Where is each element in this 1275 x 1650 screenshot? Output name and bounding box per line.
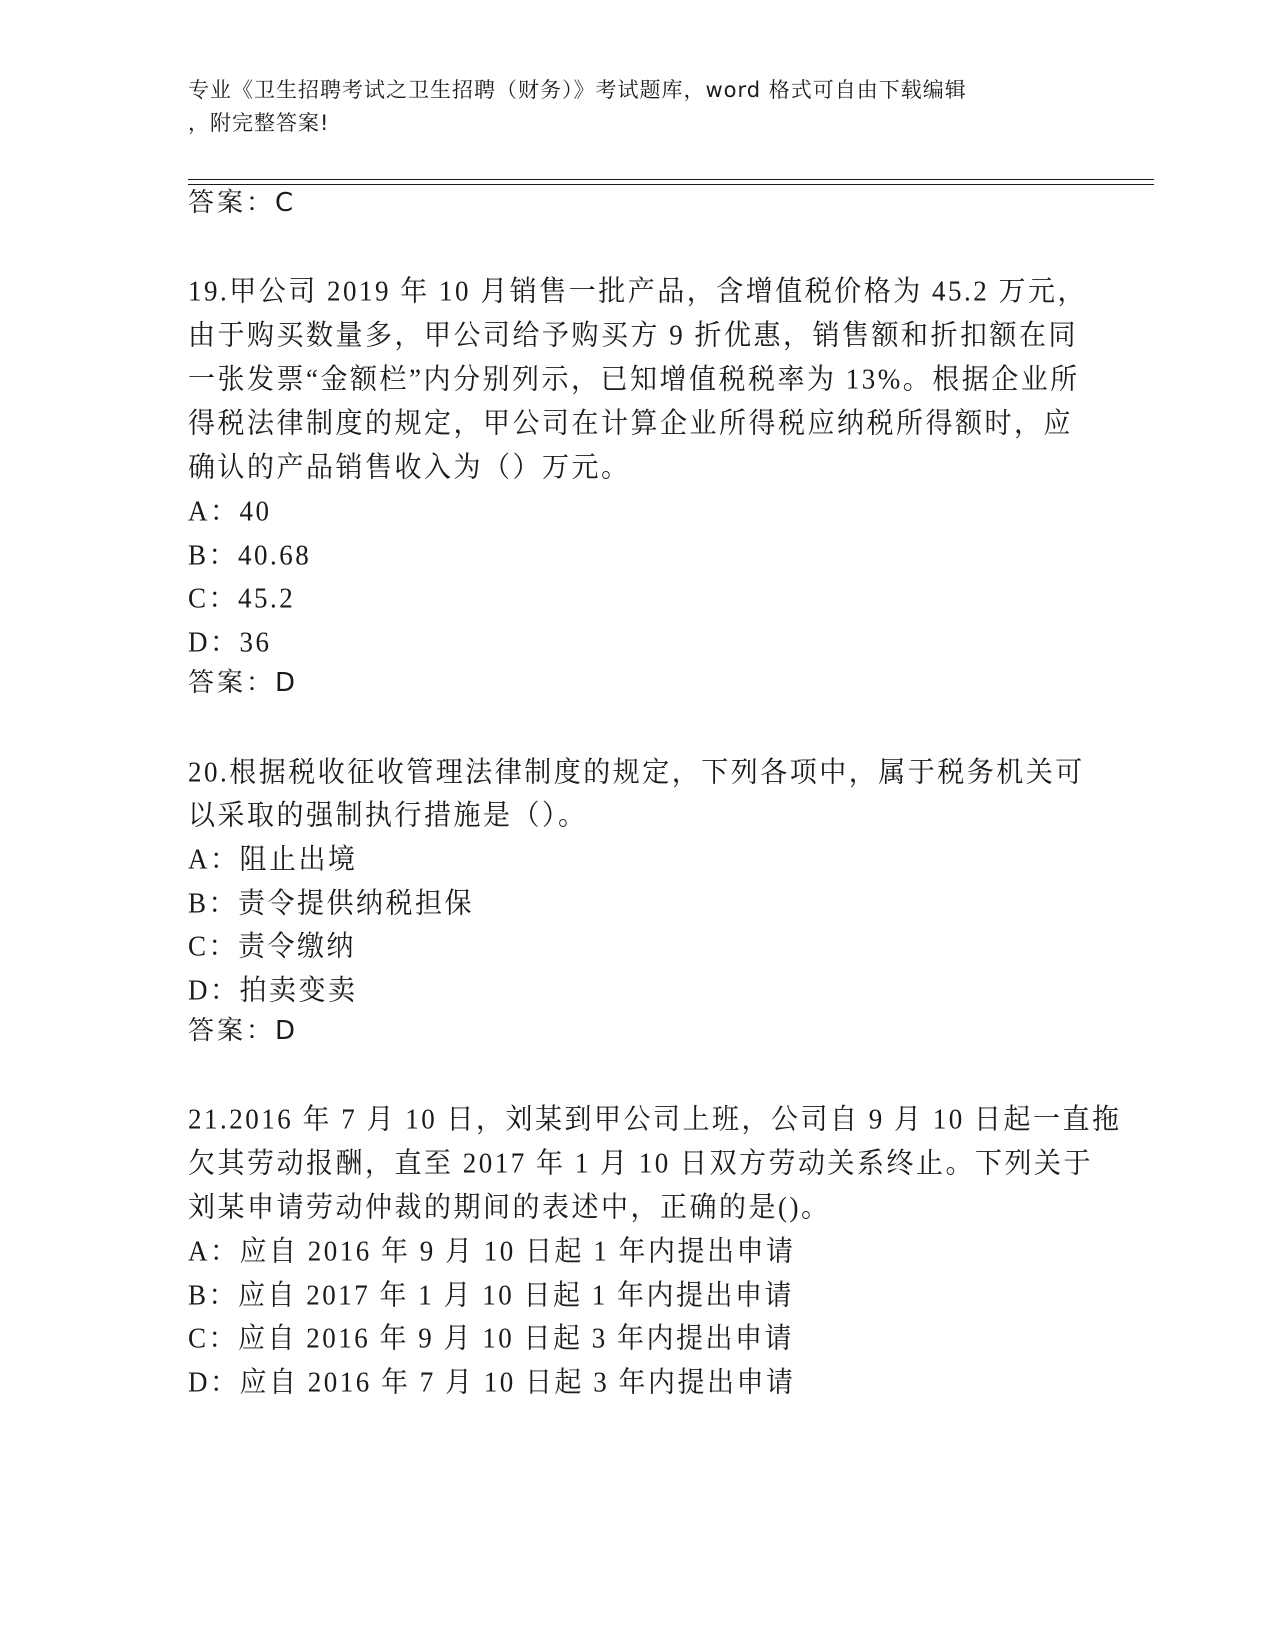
option-b: B：责令提供纳税担保 <box>188 887 475 919</box>
question-stem-line: 确认的产品销售收入为（）万元。 <box>188 451 631 483</box>
question-stem-line: 20.根据税收征收管理法律制度的规定，下列各项中，属于税务机关可 <box>188 756 1085 788</box>
question-stem-line: 欠其劳动报酬，直至 2017 年 1 月 10 日双方劳动关系终止。下列关于 <box>188 1147 1093 1179</box>
answer-line: 答案：D <box>188 668 299 698</box>
option-d: D：36 <box>188 626 272 658</box>
question-stem-line: 19.甲公司 2019 年 10 月销售一批产品，含增值税价格为 45.2 万元， <box>188 275 1087 307</box>
option-c: C：应自 2016 年 9 月 10 日起 3 年内提出申请 <box>188 1322 795 1354</box>
option-a: A：应自 2016 年 9 月 10 日起 1 年内提出申请 <box>188 1235 796 1267</box>
option-d: D：拍卖变卖 <box>188 974 358 1006</box>
option-c: C：45.2 <box>188 582 296 614</box>
option-c: C：责令缴纳 <box>188 930 357 962</box>
question-stem-line: 刘某申请劳动仲裁的期间的表述中，正确的是()。 <box>188 1191 831 1223</box>
option-b: B：40.68 <box>188 539 312 571</box>
option-a: A：阻止出境 <box>188 843 358 875</box>
question-stem-line: 一张发票“金额栏”内分别列示，已知增值税税率为 13%。根据企业所 <box>188 363 1080 395</box>
question-stem-line: 得税法律制度的规定，甲公司在计算企业所得税应纳税所得额时，应 <box>188 407 1073 439</box>
header-line-1: 专业《卫生招聘考试之卫生招聘（财务）》考试题库，word 格式可自由下载编辑 <box>188 78 967 102</box>
header-divider-top <box>188 179 1154 180</box>
question-stem-line: 21.2016 年 7 月 10 日，刘某到甲公司上班，公司自 9 月 10 日起一直拖 <box>188 1103 1122 1135</box>
header-divider-bottom <box>188 184 1154 185</box>
document-header <box>188 74 1088 140</box>
question-stem-line: 以采取的强制执行措施是（）。 <box>188 799 588 831</box>
option-a: A：40 <box>188 495 272 527</box>
answer-line: 答案：D <box>188 1016 299 1046</box>
option-b: B：应自 2017 年 1 月 10 日起 1 年内提出申请 <box>188 1279 795 1311</box>
header-line-2: ，附完整答案! <box>188 111 330 135</box>
option-d: D：应自 2016 年 7 月 10 日起 3 年内提出申请 <box>188 1366 796 1398</box>
question-stem-line: 由于购买数量多，甲公司给予购买方 9 折优惠，销售额和折扣额在同 <box>188 319 1078 351</box>
answer-line: 答案：C <box>188 188 297 218</box>
